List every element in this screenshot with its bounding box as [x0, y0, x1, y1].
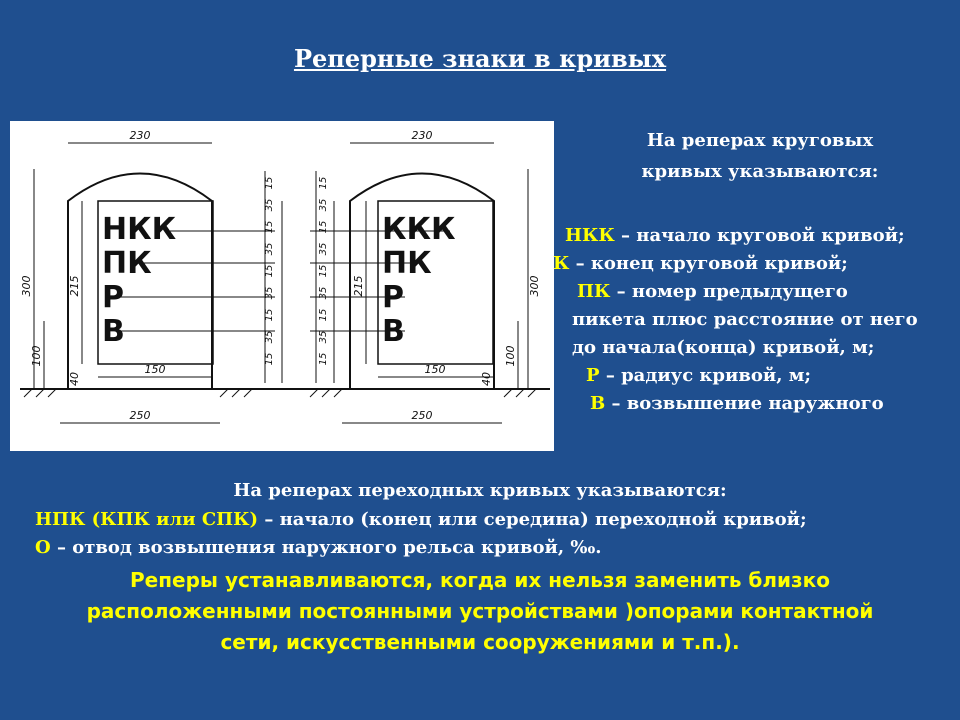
left-sign-outline — [68, 174, 212, 390]
transition-heading: На реперах переходных кривых указываются: — [233, 480, 727, 501]
right-gap-label: 35 — [318, 286, 329, 300]
left-dim-top: 230 — [129, 129, 151, 142]
note-line-1: Реперы устанавливаются, когда их нельзя заменить близко — [129, 568, 830, 592]
left-dim-inner-height: 215 — [68, 275, 81, 297]
right-dim-base: 100 — [504, 345, 517, 367]
right-sign-line-2: ПК — [382, 246, 432, 281]
circular-item-pk-cont-1: пикета плюс расстояние от него — [572, 309, 918, 330]
left-sign-line-4: В — [102, 314, 125, 349]
note-line-2: расположенными постоянными устройствами )опорами контактной — [86, 599, 874, 623]
right-gap-label: 15 — [318, 176, 329, 190]
circular-heading-line-2: кривых указываются: — [641, 161, 879, 182]
slide-title: Реперные знаки в кривых — [293, 44, 667, 73]
right-gap-label: 35 — [318, 198, 329, 212]
left-gap-label: 15 — [264, 264, 275, 278]
left-gap-label: 15 — [264, 176, 275, 190]
right-gap-label: 15 — [318, 264, 329, 278]
benchmark-note — [20, 565, 940, 658]
right-dim-inner: 150 — [424, 363, 446, 376]
circular-item-pk: ПК – номер предыдущего — [577, 281, 848, 302]
circular-item-k: К – конец круговой кривой; — [553, 253, 848, 274]
left-gap-label: 35 — [264, 330, 275, 344]
left-sign-line-3: Р — [102, 280, 124, 315]
left-dim-small: 40 — [68, 372, 81, 386]
right-gap-label: 15 — [318, 220, 329, 234]
left-sign-line-2: ПК — [102, 246, 152, 281]
circular-item-pk-cont-2: до начала(конца) кривой, м; — [572, 337, 875, 358]
left-gap-label: 15 — [264, 308, 275, 322]
right-dim-height: 300 — [528, 275, 541, 297]
left-gap-label: 15 — [264, 352, 275, 366]
left-dim-base: 100 — [30, 345, 43, 367]
left-dim-inner: 150 — [144, 363, 166, 376]
left-sign-line-1: НКК — [102, 212, 177, 247]
benchmark-sign-drawing — [10, 121, 554, 451]
circular-item-nkk: НКК – начало круговой кривой; — [565, 225, 905, 246]
transition-item-npk: НПК (КПК или СПК) – начало (конец или середина) переходной кривой; — [35, 509, 807, 530]
circular-item-r: Р – радиус кривой, м; — [586, 365, 812, 386]
right-sign-line-1: ККК — [382, 212, 456, 247]
right-gap-label: 15 — [318, 308, 329, 322]
right-dim-small: 40 — [480, 372, 493, 386]
right-sign-line-3: Р — [382, 280, 404, 315]
right-gap-label: 35 — [318, 242, 329, 256]
left-gap-label: 35 — [264, 242, 275, 256]
left-gap-label: 15 — [264, 220, 275, 234]
left-dim-outer: 250 — [129, 409, 151, 422]
right-gap-label: 35 — [318, 330, 329, 344]
circular-heading-line-1: На реперах круговых — [646, 130, 874, 151]
circular-item-v: В – возвышение наружного — [590, 393, 884, 414]
right-sign-line-4: В — [382, 314, 405, 349]
right-dim-top: 230 — [411, 129, 433, 142]
note-line-3: сети, искусственными сооружениями и т.п.). — [220, 630, 740, 654]
right-gap-label: 15 — [318, 352, 329, 366]
right-sign-outline — [350, 174, 494, 390]
left-gap-label: 35 — [264, 198, 275, 212]
right-dim-outer: 250 — [411, 409, 433, 422]
transition-item-o: О – отвод возвышения наружного рельса кривой, ‰. — [35, 537, 602, 558]
left-gap-label: 35 — [264, 286, 275, 300]
right-dim-inner-height: 215 — [352, 275, 365, 297]
left-dim-height: 300 — [20, 275, 33, 297]
